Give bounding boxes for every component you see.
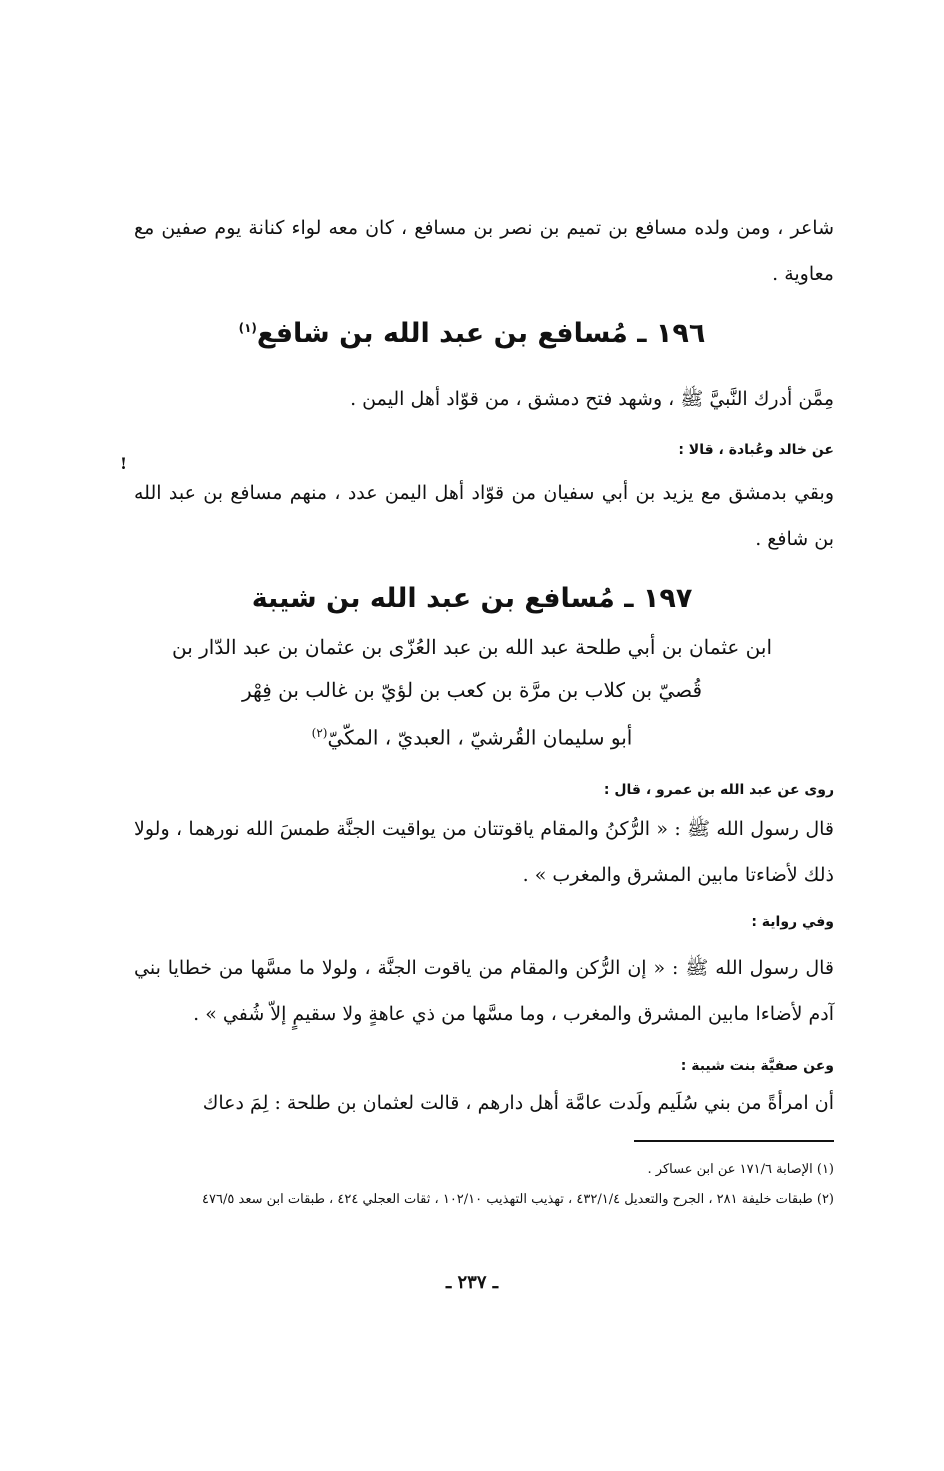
footnote-1: (١) الإصابة ١٧١/٦ عن ابن عساكر . (647, 1162, 834, 1177)
continuation-paragraph: شاعر ، ومن ولده مسافع بن تميم بن نصر بن مسافع ، كان معه لواء كنانة يوم صفين مع معاوية . (134, 217, 834, 285)
entry-196-source-label: عن خالد وعُبادة ، قالا : (678, 442, 834, 458)
margin-mark: ! (120, 454, 128, 473)
footnote-2: (٢) طبقات خليفة ٢٨١ ، الجرح والتعديل ٤٣٢/١/٤ ، تهذيب التهذيب ١٠٢/١٠ ، ثقات العجلي ٤٢٤ ، طبقات ابن سعد ٤٧٦/٥ (202, 1192, 834, 1207)
hadith-2: قال رسول الله ﷺ : « إن الرُّكن والمقام من ياقوت الجنَّة ، ولولا ما مسَّها من خطايا بني آدم لأضاءا مابين المشرق والمغرب ، وما مسَّها من ذي عاهةٍ ولا سقيمٍ إلاّ شُفي » . (134, 957, 834, 1025)
footnote-ref-2: (٢) (311, 726, 328, 740)
hadith-1: قال رسول الله ﷺ : « الرُّكنُ والمقام ياقوتتان من يواقيت الجنَّة طمسَ الله نورهما ، ولولا ذلك لأضاءتا مابين المشرق والمغرب » . (134, 818, 834, 886)
source-3-label: وعن صفيَّة بنت شيبة : (680, 1058, 834, 1074)
footnote-separator (634, 1140, 834, 1142)
lineage-line-3-wrap (0, 713, 944, 758)
page-number: ـ ٢٣٧ ـ (445, 1272, 499, 1293)
entry-196-heading (0, 318, 944, 349)
narration-3: أن امرأةً من بني سُلَيم ولَدت عامَّة أهل دارهم ، قالت لعثمان بن طلحة : لِمَ دعاك (202, 1092, 834, 1114)
entry-197-heading: ١٩٧ ـ مُسافع بن عبد الله بن شيبة (251, 583, 693, 614)
entry-196-intro: مِمَّن أدرك النَّبيَّ ﷺ ، وشهد فتح دمشق ، من قوّاد أهل اليمن . (350, 388, 834, 410)
lineage-line-3: أبو سليمان القُرشيّ ، العبديّ ، المكّيّ (327, 725, 633, 750)
entry-196-narration: وبقي بدمشق مع يزيد بن أبي سفيان من قوّاد أهل اليمن عدد ، منهم مسافع بن عبد الله بن شافع . (134, 482, 834, 550)
footnote-ref-1: (١) (238, 321, 257, 335)
lineage-line-2: قُصيّ بن كلاب بن مرَّة بن كعب بن لؤيّ بن غالب بن فِهْر (241, 678, 703, 702)
lineage-line-1: ابن عثمان بن أبي طلحة عبد الله بن عبد العُزّى بن عثمان بن عبد الدّار بن (172, 635, 772, 659)
source-2-label: وفي رواية : (751, 914, 834, 930)
entry-196-title: ١٩٦ ـ مُسافع بن عبد الله بن شافع (256, 318, 706, 349)
source-1-label: روى عن عبد الله بن عمرو ، قال : (603, 782, 834, 798)
